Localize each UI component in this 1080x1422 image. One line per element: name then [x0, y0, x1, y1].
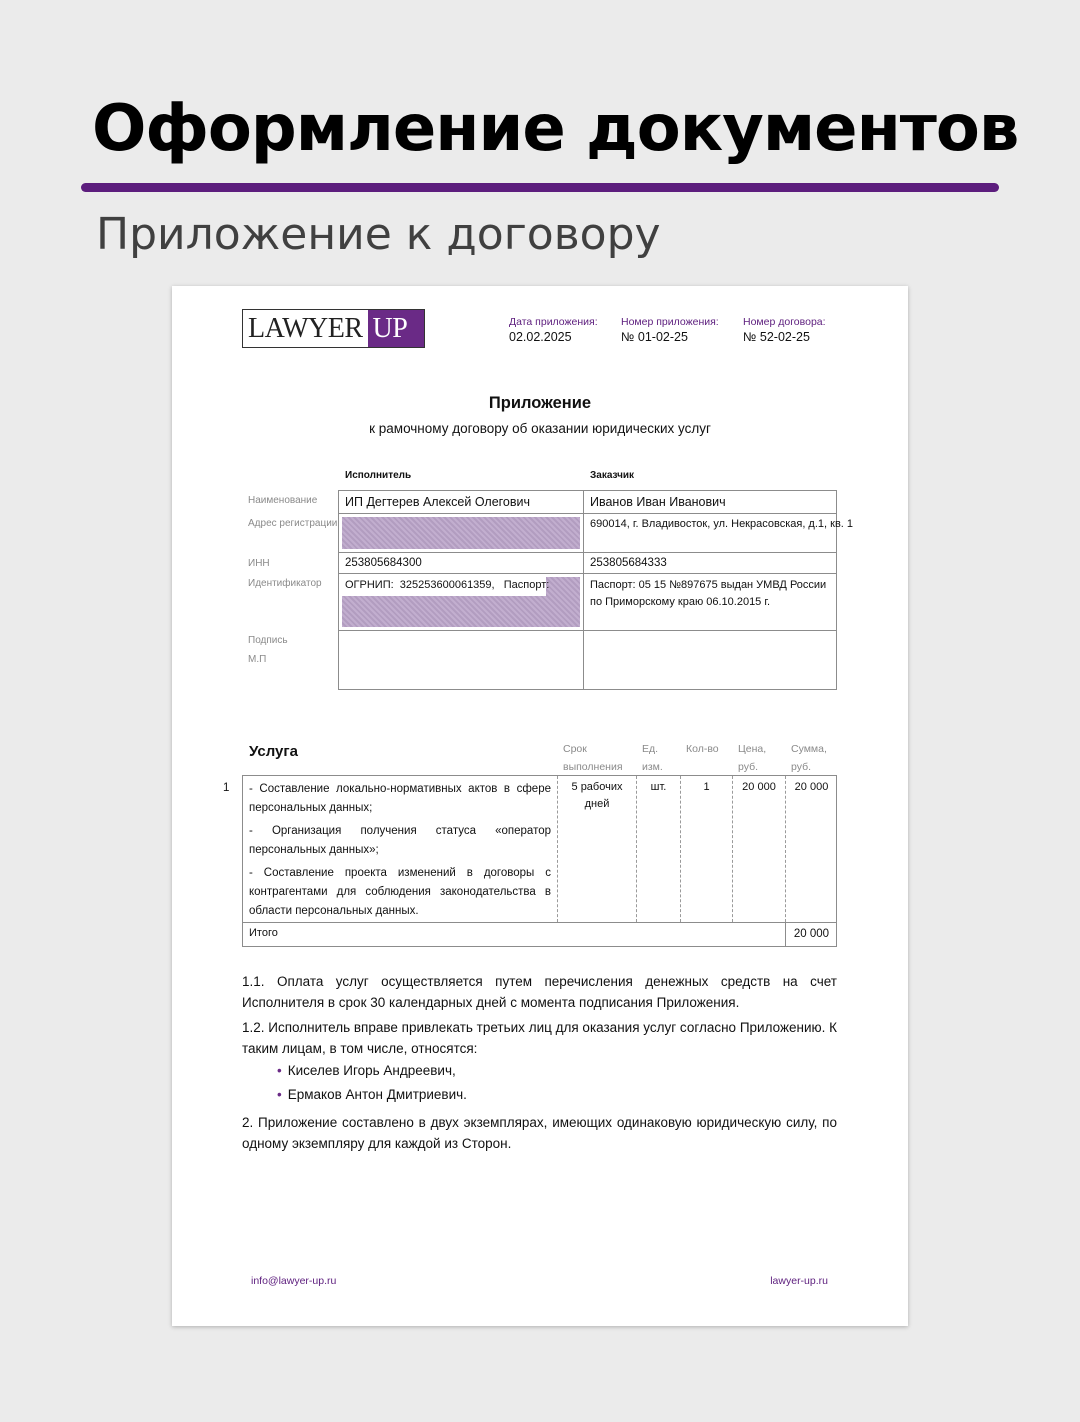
header-term-line-2: выполнения [563, 761, 623, 773]
executor-signature-cell [338, 630, 584, 690]
document-title: Приложение [488, 394, 592, 412]
row-label-inn: ИНН [248, 558, 270, 569]
executor-inn: 253805684300 [345, 557, 422, 569]
meta-contract-number-value: № 52-02-25 [743, 330, 810, 344]
header-price [738, 740, 766, 776]
footer-email-link[interactable]: info@lawyer-up.ru [251, 1275, 337, 1287]
meta-date-value: 02.02.2025 [509, 330, 572, 344]
column-divider [680, 776, 681, 922]
service-row-number: 1 [223, 782, 230, 794]
logo-text-left: LAWYER [248, 313, 363, 344]
header-sum [791, 740, 827, 776]
header-sum-line-1: Сумма, [791, 743, 827, 755]
services-title: Услуга [249, 743, 298, 760]
footer-site-link[interactable]: lawyer-up.ru [770, 1275, 828, 1287]
header-price-line-1: Цена, [738, 743, 767, 755]
total-value: 20 000 [793, 928, 830, 940]
meta-contract-number-label: Номер договора: [743, 316, 826, 328]
service-sum: 20 000 [794, 781, 829, 793]
service-item: - Составление локально-нормативных актов в сфере персональных данных; [249, 783, 551, 814]
document-sheet [172, 286, 908, 1326]
service-term-line-1: 5 рабочих [571, 781, 623, 793]
meta-appendix-number-label: Номер приложения: [621, 316, 719, 328]
service-unit: шт. [650, 781, 667, 793]
total-label: Итого [249, 927, 278, 939]
page-heading: Оформление документов [92, 92, 1019, 166]
document-subtitle: к рамочному договору об оказании юридических услуг [369, 421, 711, 436]
service-quantity: 1 [703, 781, 710, 793]
row-label-address: Адрес регистрации [248, 518, 338, 529]
header-sum-line-2: руб. [791, 761, 812, 773]
term-paragraph-1-1: 1.1. Оплата услуг осуществляется путем перечисления денежных средств на счет Исполнителя в срок 30 календарных дней с момента подписания Приложения. [242, 974, 837, 1010]
header-unit-line-2: изм. [642, 761, 663, 773]
column-divider [636, 776, 637, 922]
company-logo [242, 309, 425, 348]
term-paragraph-1-2: 1.2. Исполнитель вправе привлекать третьих лиц для оказания услуг согласно Приложению. К таким лицам, в том числе, относятся: [242, 1020, 837, 1056]
service-price: 20 000 [742, 781, 776, 793]
executor-identifier: ОГРНИП: 325253600061359, Паспорт: [342, 577, 546, 596]
service-term [558, 779, 636, 813]
row-label-name: Наименование [248, 495, 318, 506]
service-row [242, 775, 837, 923]
header-quantity: Кол-во [686, 743, 719, 755]
executor-name: ИП Дегтерев Алексей Олегович [345, 495, 531, 509]
row-label-stamp: М.П [248, 654, 267, 665]
total-row [242, 923, 837, 947]
customer-inn: 253805684333 [590, 557, 667, 569]
service-item: - Организация получения статуса «оператор персональных данных»; [249, 825, 551, 856]
column-divider [785, 776, 786, 922]
third-party-person: • Киселев Игорь Андреевич, [277, 1063, 456, 1078]
page-subheading: Приложение к договору [96, 209, 661, 260]
customer-identifier: Паспорт: 05 15 №897675 выдан УМВД России по Приморскому краю 06.10.2015 г. [590, 579, 827, 608]
header-unit [642, 740, 663, 776]
header-price-line-2: руб. [738, 761, 759, 773]
column-divider [732, 776, 733, 922]
meta-appendix-number-value: № 01-02-25 [621, 330, 688, 344]
term-paragraph-2: 2. Приложение составлено в двух экземплярах, имеющих одинаковую юридическую силу, по одному экземпляру для каждой из Сторон. [242, 1115, 837, 1151]
third-party-person: • Ермаков Антон Дмитриевич. [277, 1087, 467, 1102]
service-term-line-2: дней [584, 798, 610, 810]
service-description [249, 780, 551, 925]
customer-signature-cell [583, 630, 837, 690]
header-term [563, 740, 623, 776]
service-item: - Составление проекта изменений в договоры с контрагентами для соблюдения законодательства в области персональных данных. [249, 867, 551, 917]
heading-divider [81, 183, 999, 192]
customer-name: Иванов Иван Иванович [590, 495, 726, 509]
meta-date-label: Дата приложения: [509, 316, 598, 328]
header-unit-line-1: Ед. [642, 743, 659, 755]
header-term-line-1: Срок [563, 743, 587, 755]
row-label-identifier: Идентификатор [248, 578, 322, 589]
column-customer: Заказчик [590, 470, 635, 481]
column-executor: Исполнитель [345, 470, 412, 481]
customer-address: 690014, г. Владивосток, ул. Некрасовская, д.1, кв. 1 [590, 518, 854, 530]
logo-text-right: UP [368, 310, 424, 347]
redacted-executor-address [342, 517, 580, 549]
row-label-signature: Подпись [248, 635, 288, 646]
